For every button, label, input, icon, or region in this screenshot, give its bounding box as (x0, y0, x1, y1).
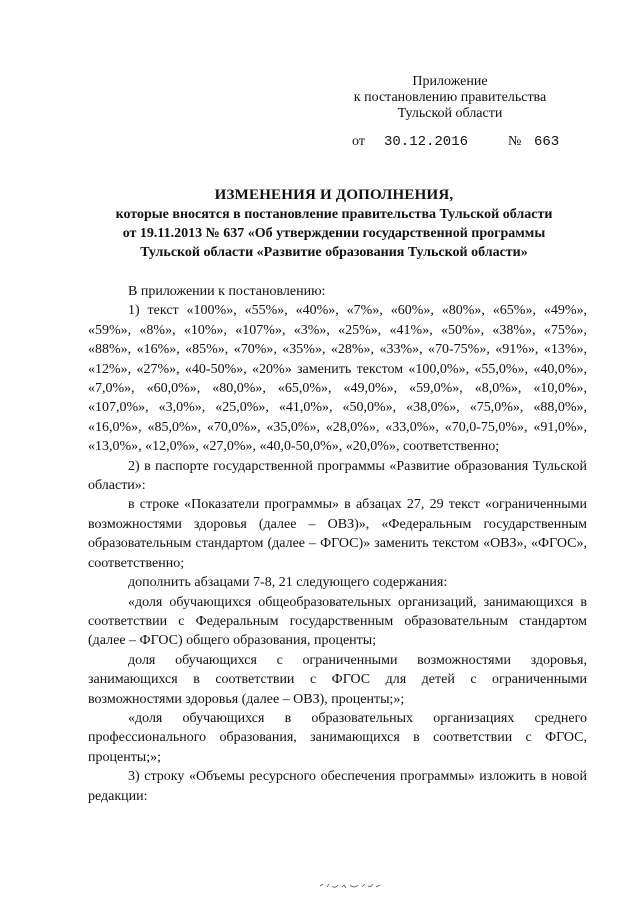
paragraph: 1) текст «100%», «55%», «40%», «7%», «60%», «80%», «65%», «49%», «59%», «8%», «10%», «107%», «3%», «25%», «41%», «50%», «38%», «75%», «88%», «16%», «85%», «70%», «35%», «28%», «33%», «70-75%», «91%», «13%», «12%», «27%», «40-50%», «20%» заменить текстом «100,0%», «55,0%», «40,0%», «7,0%», «60,0%», «80,0%», «65,0%», «49,0%», «59,0%», «8,0%», «10,0%», «107,0%», «3,0%», «25,0%», «41,0%», «50,0%», «38,0%», «75,0%», «88,0%», «16,0%», «85,0%», «70,0%», «35,0%», «28,0%», «33,0%», «70,0-75,0%», «91,0%», «13,0%», «12,0%», «27,0%», «40,0-50,0%», «20,0%», соответственно; (88, 303, 587, 455)
from-label: от (352, 134, 365, 149)
title-sub-3: Тульской области «Развитие образования Тульской области» (140, 245, 528, 260)
paragraph: в строке «Показатели программы» в абзацах 27, 29 текст «ограниченными возможностями здоровья (далее – ОВЗ)», «Федеральным государственным образовательным стандартом (далее – ФГОС)» заменить текстом «ОВЗ», «ФГОС», соответственно; (88, 497, 587, 571)
appendix-line-2: к постановлению правительства (353, 90, 547, 105)
paragraph: 2) в паспорте государственной программы «Развитие образования Тульской области»: (88, 458, 587, 494)
scan-mark-icon (318, 880, 388, 892)
appendix-line-1: Приложение (412, 74, 488, 89)
title-sub-1: которые вносятся в постановление правительства Тульской области (115, 207, 553, 222)
number-label: № (508, 134, 522, 149)
paragraph: «доля обучающихся в образовательных организациях среднего профессионального образования, занимающихся в соответствии с ФГОС, проценты;»; (88, 710, 587, 765)
paragraph: «доля обучающихся общеобразовательных организаций, занимающихся в соответствии с Федеральным государственным образовательным стандартом (далее – ФГОС) общего образования, проценты; (88, 594, 587, 649)
paragraph: доля обучающихся с ограниченными возможностями здоровья, занимающихся в соответствии с ФГОС для детей с ограниченными возможностями здоровья (далее – ОВЗ), проценты;»; (88, 652, 587, 707)
document-number: 663 (534, 134, 560, 150)
title-sub-2: от 19.11.2013 № 637 «Об утверждении государственной программы (122, 226, 546, 241)
document-body (88, 282, 587, 806)
paragraph: 3) строку «Объемы ресурсного обеспечения программы» изложить в новой редакции: (88, 769, 587, 804)
title-main: ИЗМЕНЕНИЯ И ДОПОЛНЕНИЯ, (214, 187, 454, 203)
document-title (80, 186, 588, 262)
document-date: 30.12.2016 (384, 134, 469, 150)
appendix-line-3: Тульской области (397, 106, 503, 121)
paragraph: В приложении к постановлению: (128, 284, 326, 299)
paragraph: дополнить абзацами 7-8, 21 следующего содержания: (128, 575, 448, 591)
appendix-header (352, 74, 548, 122)
